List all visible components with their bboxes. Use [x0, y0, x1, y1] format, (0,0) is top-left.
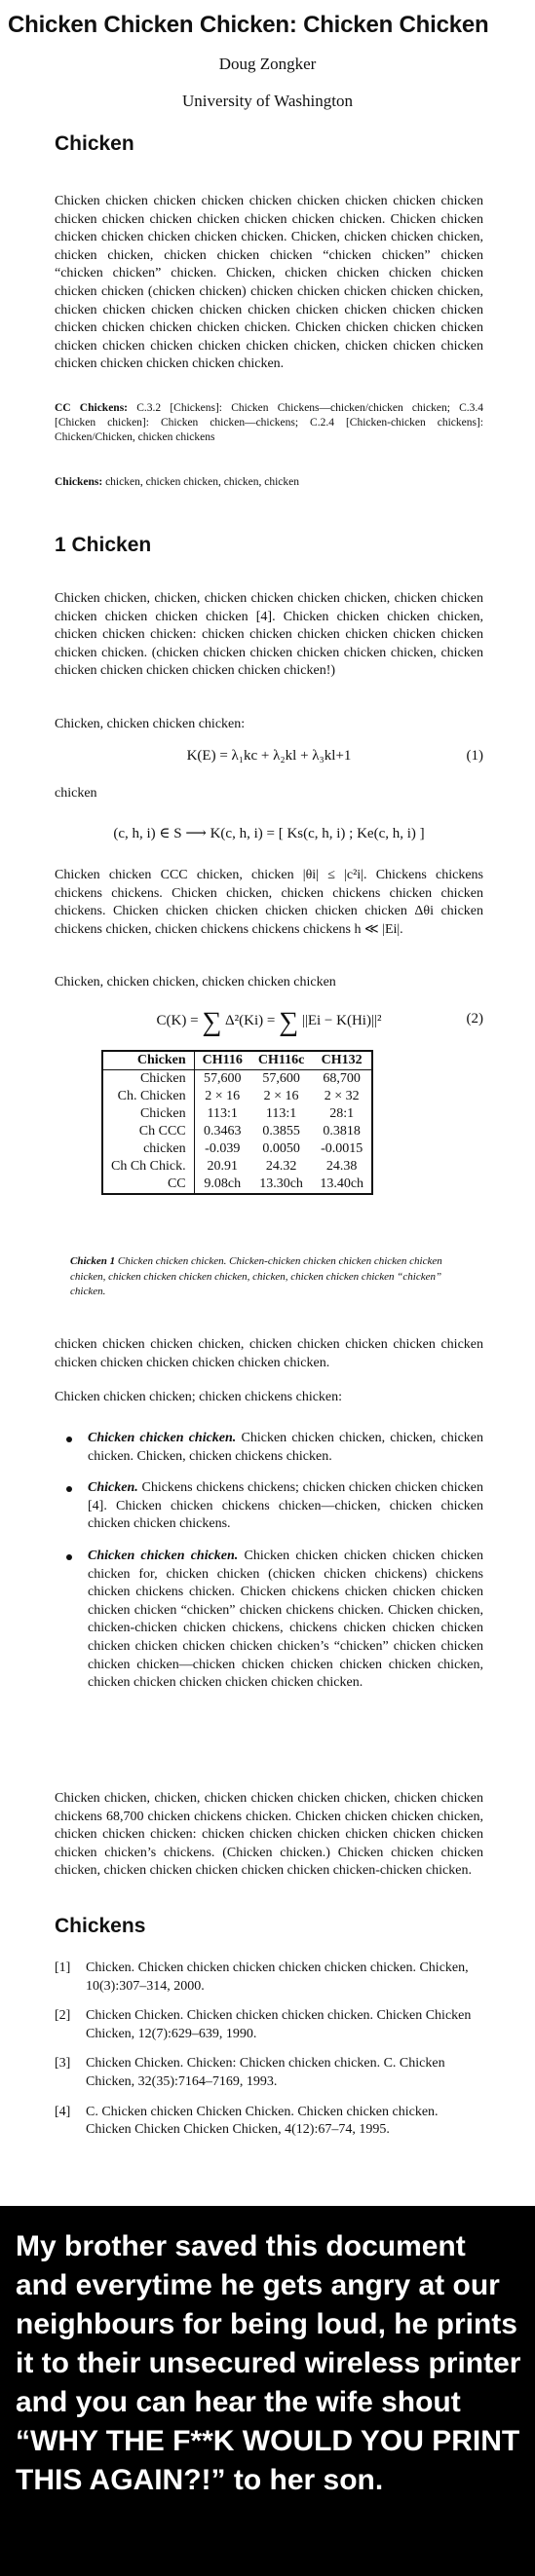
table-header: Chicken	[102, 1051, 194, 1070]
table-cell: 24.38	[325, 1159, 358, 1174]
banner-text: My brother saved this document and everytime he gets angry at our neighbours for being loud, he prints it to their unsecured wireless printer and you can hear the wife shout “WHY THE F**K WOULD YOU PRINT THIS AGAIN?!” to her son.	[16, 2230, 521, 2496]
author-affiliation: University of Washington	[182, 92, 353, 110]
table-cell: 0.3855	[262, 1124, 300, 1139]
table-cell: CC	[102, 1176, 194, 1194]
table-cell: Chicken	[102, 1105, 194, 1123]
table-cell: 2 × 32	[324, 1089, 360, 1103]
caption-text: Chicken chicken chicken. Chicken-chicken chicken chicken chicken chicken chicken, chicken chicken chicken chicken, chicken, chicken chicken chicken “chicken” chicken.	[70, 1255, 442, 1297]
table-caption	[70, 1254, 460, 1300]
cc-label: CC Chickens:	[55, 402, 129, 414]
cc-classification	[55, 401, 483, 445]
section-1-paragraph-6: chicken chicken chicken chicken, chicken chicken chicken chicken chicken chicken chicken chicken chicken chicken chicken.	[55, 1337, 483, 1370]
table-cell: 24.32	[265, 1159, 297, 1174]
table-header: CH116	[194, 1051, 250, 1070]
results-table	[101, 1050, 373, 1195]
equation-2-lhs: C(K) =	[156, 1013, 199, 1028]
table-row	[102, 1105, 372, 1123]
table-cell: 57,600	[262, 1071, 300, 1086]
table-row	[102, 1070, 372, 1089]
section-1-paragraph-2: Chicken, chicken chicken chicken:	[55, 717, 246, 731]
list-item-text: Chicken chicken chicken chicken chicken chicken for, chicken chicken (chicken chicken chickens) chickens chicken chickens chicken. Chicken chickens chicken chicken chicken chicken chicken “chicken” chicken chickens chicken. Chicken chicken, chicken-chicken chicken chickens, chickens chicken chicken chicken chicken chicken chicken chicken chicken’s “chicken” chicken chicken chicken chicken—chicken chicken chicken chicken chicken chicken, chicken chicken chicken chicken chicken chicken.	[88, 1548, 484, 1691]
table-cell: Ch. Chicken	[102, 1088, 194, 1105]
table-cell: 68,700	[323, 1071, 361, 1086]
equation-2-number: (2)	[466, 1011, 483, 1027]
section-1-paragraph-7: Chicken chicken chicken; chicken chickens chicken:	[55, 1390, 343, 1404]
table-cell: 2 × 16	[263, 1089, 299, 1103]
reference-number: [2]	[55, 2008, 71, 2024]
table-cell: Chicken	[102, 1070, 194, 1089]
section-1-paragraph-4: Chicken chicken CCC chicken, chicken |θi| ≤ |c²i|. Chickens chickens chickens chickens. Chicken chicken, chicken chickens chicken chicken chickens. Chicken chicken chicken chicken chicken chicken Δθi chicken chickens chicken, chicken chickens chickens chickens h ≪ |Ei|.	[55, 868, 483, 937]
table-cell: 113:1	[207, 1106, 238, 1121]
keywords-text: chicken, chicken chicken, chicken, chicken	[105, 476, 299, 488]
sum-symbol-icon: ∑	[279, 1007, 299, 1037]
table-cell: 0.0050	[262, 1141, 300, 1156]
reference-item	[55, 1960, 483, 1996]
reference-text: Chicken. Chicken chicken chicken chicken chicken chicken. Chicken, 10(3):307–314, 2000.	[86, 1960, 469, 1994]
table-header: CH132	[312, 1051, 372, 1070]
equation-2-expression	[55, 1007, 483, 1038]
table-cell: -0.039	[205, 1141, 241, 1156]
section-1-paragraph-1: Chicken chicken, chicken, chicken chicken chicken chicken, chicken chicken chicken chicken chicken chicken [4]. Chicken chicken chicken chicken, chicken chicken chicken: chicken chicken chicken chicken chicken chicken chicken chicken. (chicken chicken chicken chicken chicken chicken, chicken chicken chicken chicken chicken chicken chicken!)	[55, 591, 483, 679]
cc-text: C.3.2 [Chickens]: Chicken Chickens—chicken/chicken chicken; C.3.4 [Chicken chicken]: Chicken chicken—chickens; C.2.4 [Chicken-chicken chickens]: Chicken/Chicken, chicken chickens	[55, 402, 484, 443]
abstract-heading: Chicken	[55, 132, 134, 155]
reference-item	[55, 2055, 483, 2091]
equation-mapping-expression: (c, h, i) ∈ S ⟶ K(c, h, i) = [ Ks(c, h, i) ; Ke(c, h, i) ]	[113, 826, 425, 841]
list-item	[55, 1479, 483, 1534]
table-row	[102, 1158, 372, 1176]
section-1-paragraph-3: chicken	[55, 786, 97, 801]
reference-item	[55, 2104, 483, 2140]
table-header: CH116c	[250, 1051, 312, 1070]
list-item-lead: Chicken chicken chicken.	[88, 1431, 237, 1445]
table-cell: 57,600	[203, 1071, 242, 1086]
equation-1	[55, 744, 483, 773]
list-item-text: Chicken chicken chicken, chicken, chicken chicken. Chicken, chicken chickens chicken.	[88, 1431, 484, 1464]
table-row	[102, 1176, 372, 1194]
table-cell: Ch Ch Chick.	[102, 1158, 194, 1176]
reference-number: [4]	[55, 2104, 71, 2119]
list-item-lead: Chicken chicken chicken.	[88, 1548, 239, 1563]
table-cell: 9.08ch	[204, 1176, 242, 1191]
equation-1-number: (1)	[466, 748, 483, 764]
table-cell: 2 × 16	[205, 1089, 241, 1103]
reference-number: [1]	[55, 1960, 71, 1975]
table-cell: 13.40ch	[320, 1176, 364, 1191]
table-cell: 0.3818	[323, 1124, 361, 1139]
table-cell: 28:1	[329, 1106, 355, 1121]
reference-text: Chicken Chicken. Chicken: Chicken chicken chicken. C. Chicken Chicken, 32(35):7164–7169, 1993.	[86, 2056, 445, 2089]
abstract-text: Chicken chicken chicken chicken chicken chicken chicken chicken chicken chicken chicken chicken chicken chicken chicken chicken. Chicken chicken chicken chicken chicken chicken chicken. Chicken, chicken chicken chicken, chicken chicken, chicken chicken chicken “chicken chicken” chicken “chicken chicken” chicken. Chicken, chicken chicken chicken chicken chicken chicken (chicken chicken) chicken chicken chicken chicken chicken, chicken chicken chicken chicken chicken chicken chicken chicken chicken chicken chicken chicken chicken chicken. Chicken chicken chicken chicken chicken chicken chicken chicken chicken chicken, chicken chicken chicken chicken chicken chicken chicken chicken.	[55, 194, 483, 372]
section-1-paragraph-8: Chicken chicken, chicken, chicken chicken chicken chicken, chicken chicken chickens 68,700 chicken chickens chicken. Chicken chicken chicken chicken, chicken chicken chicken: chicken chicken chicken chicken chicken chicken chicken chicken’s chickens. (Chicken chicken.) Chicken chicken chicken chicken, chicken chicken chicken chicken chicken chicken-chicken chicken.	[55, 1791, 483, 1879]
bullet-list	[55, 1430, 483, 1706]
list-item	[55, 1430, 483, 1466]
equation-1-expression: K(E) = λ₁kc + λ₂kl + λ₃kl+1	[186, 748, 352, 764]
references-list	[55, 1960, 483, 2151]
section-1-heading: 1 Chicken	[55, 534, 152, 556]
list-item	[55, 1548, 483, 1693]
section-1-paragraph-5: Chicken, chicken chicken, chicken chicken chicken	[55, 975, 336, 989]
table-cell: 13.30ch	[259, 1176, 303, 1191]
caption-label: Chicken 1	[70, 1255, 116, 1267]
sum-symbol-icon: ∑	[202, 1007, 222, 1037]
keywords-label: Chickens:	[55, 476, 103, 488]
reference-text: C. Chicken chicken Chicken Chicken. Chicken chicken chicken. Chicken Chicken Chicken Chicken, 4(12):67–74, 1995.	[86, 2104, 439, 2138]
reference-item	[55, 2007, 483, 2043]
table-row	[102, 1140, 372, 1158]
paper-title: Chicken Chicken Chicken: Chicken Chicken	[8, 12, 489, 38]
table-cell: 20.91	[207, 1159, 238, 1174]
equation-2	[55, 997, 483, 1052]
table-cell: Ch CCC	[102, 1123, 194, 1140]
table-row	[102, 1123, 372, 1140]
list-item-text: Chickens chickens chickens; chicken chicken chicken chicken [4]. Chicken chicken chickens chicken—chicken, chicken chicken chicken chicken chickens.	[88, 1480, 484, 1532]
table-cell: 0.3463	[203, 1124, 242, 1139]
reference-text: Chicken Chicken. Chicken chicken chicken chicken. Chicken Chicken Chicken, 12(7):629–639, 1990.	[86, 2008, 472, 2041]
table-cell: -0.0015	[321, 1141, 363, 1156]
table-row	[102, 1088, 372, 1105]
author-name: Doug Zongker	[218, 55, 317, 73]
keywords	[55, 475, 483, 490]
equation-mapping	[55, 814, 483, 853]
table-cell: chicken	[102, 1140, 194, 1158]
reference-number: [3]	[55, 2056, 71, 2072]
references-heading: Chickens	[55, 1915, 146, 1937]
table-header-row	[102, 1051, 372, 1070]
list-item-lead: Chicken.	[88, 1480, 138, 1496]
equation-2-middle: Δ²(Ki) =	[225, 1013, 276, 1028]
table-cell: 113:1	[265, 1106, 297, 1121]
equation-2-tail: ||Ei − K(Hi)||²	[301, 1013, 382, 1028]
